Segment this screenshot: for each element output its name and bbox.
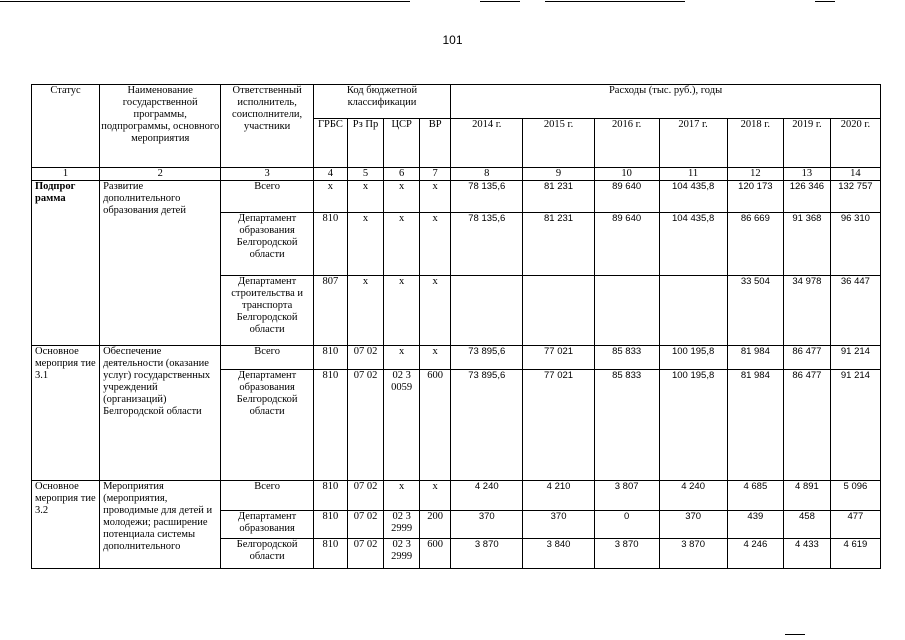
header-year: 2017 г. [659,119,727,168]
cell-value: 439 [727,511,783,539]
cell-value: 86 477 [784,370,831,481]
column-index: 2 [100,168,221,181]
column-index: 12 [727,168,783,181]
table-row [32,181,881,213]
cell-value: 4 619 [830,539,880,569]
cell-value: 33 504 [727,276,783,346]
row-responsible: Всего [221,481,314,511]
cell-value: 86 669 [727,213,783,276]
cell-value: 89 640 [594,213,659,276]
column-index: 7 [420,168,451,181]
column-index: 9 [523,168,594,181]
cell-value: 4 240 [451,481,523,511]
cell-grbs: 810 [313,511,347,539]
cell-csr: х [384,181,420,213]
cell-value: 120 173 [727,181,783,213]
column-index: 10 [594,168,659,181]
header-row-1 [32,85,881,119]
cell-value [451,276,523,346]
cell-rzpr: 07 02 [347,346,383,370]
cell-grbs: 810 [313,481,347,511]
column-index: 1 [32,168,100,181]
column-index: 6 [384,168,420,181]
cell-value: 370 [659,511,727,539]
bottom-rule [785,634,805,635]
cell-vr: х [420,181,451,213]
cell-rzpr: 07 02 [347,539,383,569]
row-responsible: Всего [221,346,314,370]
cell-grbs: 810 [313,539,347,569]
cell-grbs: 807 [313,276,347,346]
cell-value: 78 135,6 [451,181,523,213]
cell-value: 91 214 [830,370,880,481]
row-responsible: Всего [221,181,314,213]
cell-value: 77 021 [523,370,594,481]
cell-value: 85 833 [594,370,659,481]
top-rule-right [815,1,835,2]
row-responsible: Департамент образования Белгородской области [221,213,314,276]
cell-vr: 600 [420,539,451,569]
cell-rzpr: х [347,213,383,276]
cell-rzpr: 07 02 [347,370,383,481]
top-rule-mid2 [545,1,685,2]
cell-value [523,276,594,346]
top-rule-mid [480,1,520,2]
cell-csr: х [384,276,420,346]
header-name: Наименование государственной программы, подпрограммы, основного мероприятия [100,85,221,168]
header-expenses: Расходы (тыс. руб.), годы [451,85,881,119]
page-number: 101 [442,33,463,47]
row-name: Мероприятия (мероприятия, проводимые для детей и молодежи; расширение потенциала системы дополнительного [100,481,221,569]
cell-rzpr: х [347,181,383,213]
cell-vr: х [420,276,451,346]
column-index: 14 [830,168,880,181]
cell-value: 36 447 [830,276,880,346]
row-responsible: Департамент образования Белгородской области [221,370,314,481]
cell-value: 132 757 [830,181,880,213]
budget-table [31,84,881,569]
cell-value: 78 135,6 [451,213,523,276]
cell-value: 100 195,8 [659,370,727,481]
row-responsible: Белгородской области [221,539,314,569]
cell-value: 86 477 [784,346,831,370]
column-index: 5 [347,168,383,181]
cell-value: 3 870 [659,539,727,569]
cell-value: 4 210 [523,481,594,511]
cell-csr: х [384,346,420,370]
cell-value: 3 870 [451,539,523,569]
header-responsible: Ответственный исполнитель, соисполнители, участники [221,85,314,168]
cell-csr: 02 3 0059 [384,370,420,481]
cell-value: 5 096 [830,481,880,511]
cell-value: 3 840 [523,539,594,569]
row-responsible: Департамент строительства и транспорта Белгородской области [221,276,314,346]
header-rzpr: Рз Пр [347,119,383,168]
cell-value: 91 368 [784,213,831,276]
cell-csr: 02 3 2999 [384,511,420,539]
cell-csr: х [384,213,420,276]
cell-rzpr: х [347,276,383,346]
header-year: 2018 г. [727,119,783,168]
cell-value: 100 195,8 [659,346,727,370]
column-index: 8 [451,168,523,181]
cell-csr: 02 3 2999 [384,539,420,569]
cell-value: 458 [784,511,831,539]
cell-value: 4 240 [659,481,727,511]
cell-value: 370 [451,511,523,539]
header-vr: ВР [420,119,451,168]
cell-grbs: 810 [313,213,347,276]
table-row [32,481,881,511]
header-year: 2020 г. [830,119,880,168]
cell-value: 96 310 [830,213,880,276]
cell-value: 73 895,6 [451,346,523,370]
row-status: Подпрог рамма [32,181,100,346]
cell-value: 81 231 [523,181,594,213]
cell-grbs: х [313,181,347,213]
cell-value: 91 214 [830,346,880,370]
cell-value: 81 984 [727,346,783,370]
cell-value: 104 435,8 [659,213,727,276]
column-index: 3 [221,168,314,181]
cell-value: 104 435,8 [659,181,727,213]
header-year: 2016 г. [594,119,659,168]
cell-value: 81 984 [727,370,783,481]
cell-value: 126 346 [784,181,831,213]
cell-value: 34 978 [784,276,831,346]
cell-vr: х [420,346,451,370]
header-year: 2015 г. [523,119,594,168]
cell-value: 81 231 [523,213,594,276]
cell-value: 3 807 [594,481,659,511]
cell-grbs: 810 [313,370,347,481]
cell-vr: 200 [420,511,451,539]
cell-vr: 600 [420,370,451,481]
header-budget-code: Код бюджетной классификации [313,85,450,119]
row-status: Основное мероприя тие 3.2 [32,481,100,569]
cell-value: 477 [830,511,880,539]
header-year: 2014 г. [451,119,523,168]
header-status: Статус [32,85,100,168]
row-name: Развитие дополнительного образования детей [100,181,221,346]
table-row [32,346,881,370]
cell-rzpr: 07 02 [347,481,383,511]
column-index-row [32,168,881,181]
cell-value [659,276,727,346]
cell-grbs: 810 [313,346,347,370]
cell-vr: х [420,213,451,276]
cell-value: 73 895,6 [451,370,523,481]
cell-value: 77 021 [523,346,594,370]
column-index: 4 [313,168,347,181]
cell-value: 370 [523,511,594,539]
cell-value: 4 433 [784,539,831,569]
cell-value: 4 891 [784,481,831,511]
column-index: 11 [659,168,727,181]
row-status: Основное мероприя тие 3.1 [32,346,100,481]
cell-csr: х [384,481,420,511]
cell-value: 4 246 [727,539,783,569]
header-csr: ЦСР [384,119,420,168]
cell-value: 0 [594,511,659,539]
cell-value: 89 640 [594,181,659,213]
cell-vr: х [420,481,451,511]
cell-rzpr: 07 02 [347,511,383,539]
column-index: 13 [784,168,831,181]
cell-value: 4 685 [727,481,783,511]
row-name: Обеспечение деятельности (оказание услуг) государственных учреждений (организаций) Белгородской области [100,346,221,481]
row-responsible: Департамент образования [221,511,314,539]
top-rule-left [0,1,410,2]
cell-value [594,276,659,346]
cell-value: 3 870 [594,539,659,569]
header-year: 2019 г. [784,119,831,168]
header-grbs: ГРБС [313,119,347,168]
cell-value: 85 833 [594,346,659,370]
